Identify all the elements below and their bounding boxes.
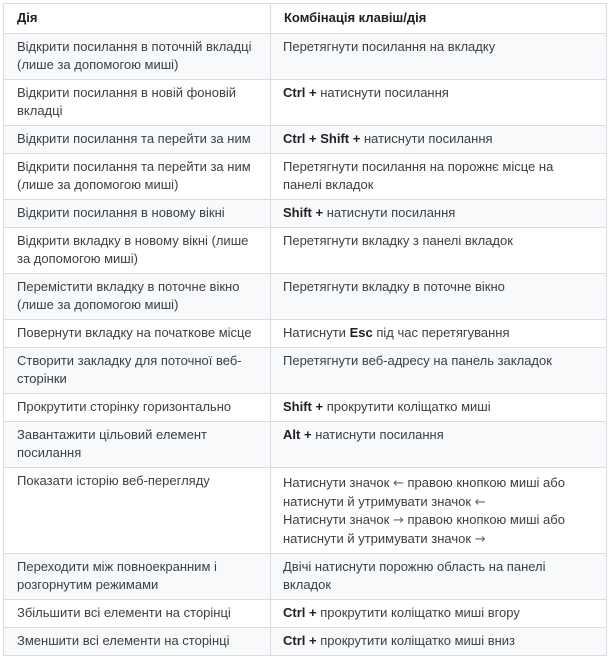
combo-cell [271,600,607,628]
combo-cell [271,468,607,554]
combo-text: натиснути посилання [363,131,493,146]
action-cell: Відкрити посилання в новій фоновій вкладці [4,80,271,126]
table-row [4,348,607,394]
arrow-left-icon: ← [474,494,486,510]
combo-text: натиснути посилання [326,205,456,220]
combo-cell: Перетягнути веб-адресу на панель закладок [271,348,607,394]
action-cell: Показати історію веб-перегляду [4,468,271,554]
combo-text: натиснути й утримувати значок [283,530,472,546]
key-label: Shift [320,131,350,146]
combo-cell [271,422,607,468]
key-label: Alt [283,427,301,442]
combo-cell [271,200,607,228]
key-label: Ctrl [283,633,306,648]
table-header-row [4,4,607,34]
action-cell: Відкрити вкладку в новому вікні (лише за допомогою миші) [4,228,271,274]
combo-text: Натиснути значок [283,475,390,490]
combo-text: прокрутити коліщатко миші вгору [320,605,520,620]
table-row [4,126,607,154]
combo-cell [271,394,607,422]
plus-sign: + [315,399,324,414]
action-cell: Завантажити цільовий елемент посилання [4,422,271,468]
key-label: Shift [283,399,312,414]
key-label: Ctrl [283,131,306,146]
key-label: Esc [349,325,373,340]
action-cell: Відкрити посилання та перейти за ним (лише за допомогою миші) [4,154,271,200]
plus-sign: + [309,85,317,100]
table-row [4,34,607,80]
arrow-right-icon: → [392,513,404,528]
action-cell: Зменшити всі елементи на сторінці [4,628,271,656]
table-row [4,554,607,600]
combo-cell: Перетягнути посилання на порожнє місце на панелі вкладок [271,154,607,200]
table-row [4,468,607,554]
combo-text: натиснути й утримувати значок [283,493,472,509]
combo-text: прокрутити коліщатко миші вниз [320,633,516,648]
table-row [4,422,607,468]
table-row [4,200,607,228]
combo-cell: Перетягнути вкладку в поточне вікно [271,274,607,320]
combo-text: правою кнопкою миші або [407,512,565,527]
combo-text: Натиснути [283,325,346,340]
plus-sign: + [309,605,317,620]
table-row [4,600,607,628]
plus-sign: + [303,427,312,442]
key-label: Ctrl [283,85,306,100]
action-cell: Перемістити вкладку в поточне вікно (лише за допомогою миші) [4,274,271,320]
action-cell: Переходити між повноекранним і розгорнутим режимами [4,554,271,600]
shortcuts-table [3,3,607,656]
table-row [4,394,607,422]
combo-cell [271,320,607,348]
table-row [4,320,607,348]
combo-cell: Перетягнути посилання на вкладку [271,34,607,80]
combo-cell: Перетягнути вкладку з панелі вкладок [271,228,607,274]
action-cell: Створити закладку для поточної веб-сторінки [4,348,271,394]
arrow-right-icon: → [474,531,486,547]
combo-cell: Двічі натиснути порожню область на панелі вкладок [271,554,607,600]
plus-sign: + [309,131,317,146]
action-cell: Відкрити посилання та перейти за ним [4,126,271,154]
history-instructions [283,472,594,548]
table-row [4,154,607,200]
combo-cell [271,126,607,154]
table-row [4,628,607,656]
plus-sign: + [309,633,317,648]
column-header-combo: Комбінація клавіш/дія [271,4,607,34]
table-row [4,228,607,274]
combo-cell [271,80,607,126]
action-cell: Повернути вкладку на початкове місце [4,320,271,348]
plus-sign: + [352,131,361,146]
plus-sign: + [315,205,324,220]
combo-text: натиснути посилання [320,85,449,100]
column-header-action: Дія [4,4,271,34]
table-row [4,80,607,126]
combo-text: правою кнопкою миші або [407,475,565,490]
table-row [4,274,607,320]
combo-text: під час перетягування [376,325,510,340]
combo-text: Натиснути значок [283,512,390,527]
combo-text: прокрутити коліщатко миші [326,399,491,414]
action-cell: Збільшити всі елементи на сторінці [4,600,271,628]
key-label: Shift [283,205,312,220]
action-cell: Відкрити посилання в поточній вкладці (лише за допомогою миші) [4,34,271,80]
combo-cell [271,628,607,656]
arrow-left-icon: ← [392,476,404,491]
action-cell: Відкрити посилання в новому вікні [4,200,271,228]
key-label: Ctrl [283,605,306,620]
action-cell: Прокрутити сторінку горизонтально [4,394,271,422]
combo-text: натиснути посилання [315,427,444,442]
